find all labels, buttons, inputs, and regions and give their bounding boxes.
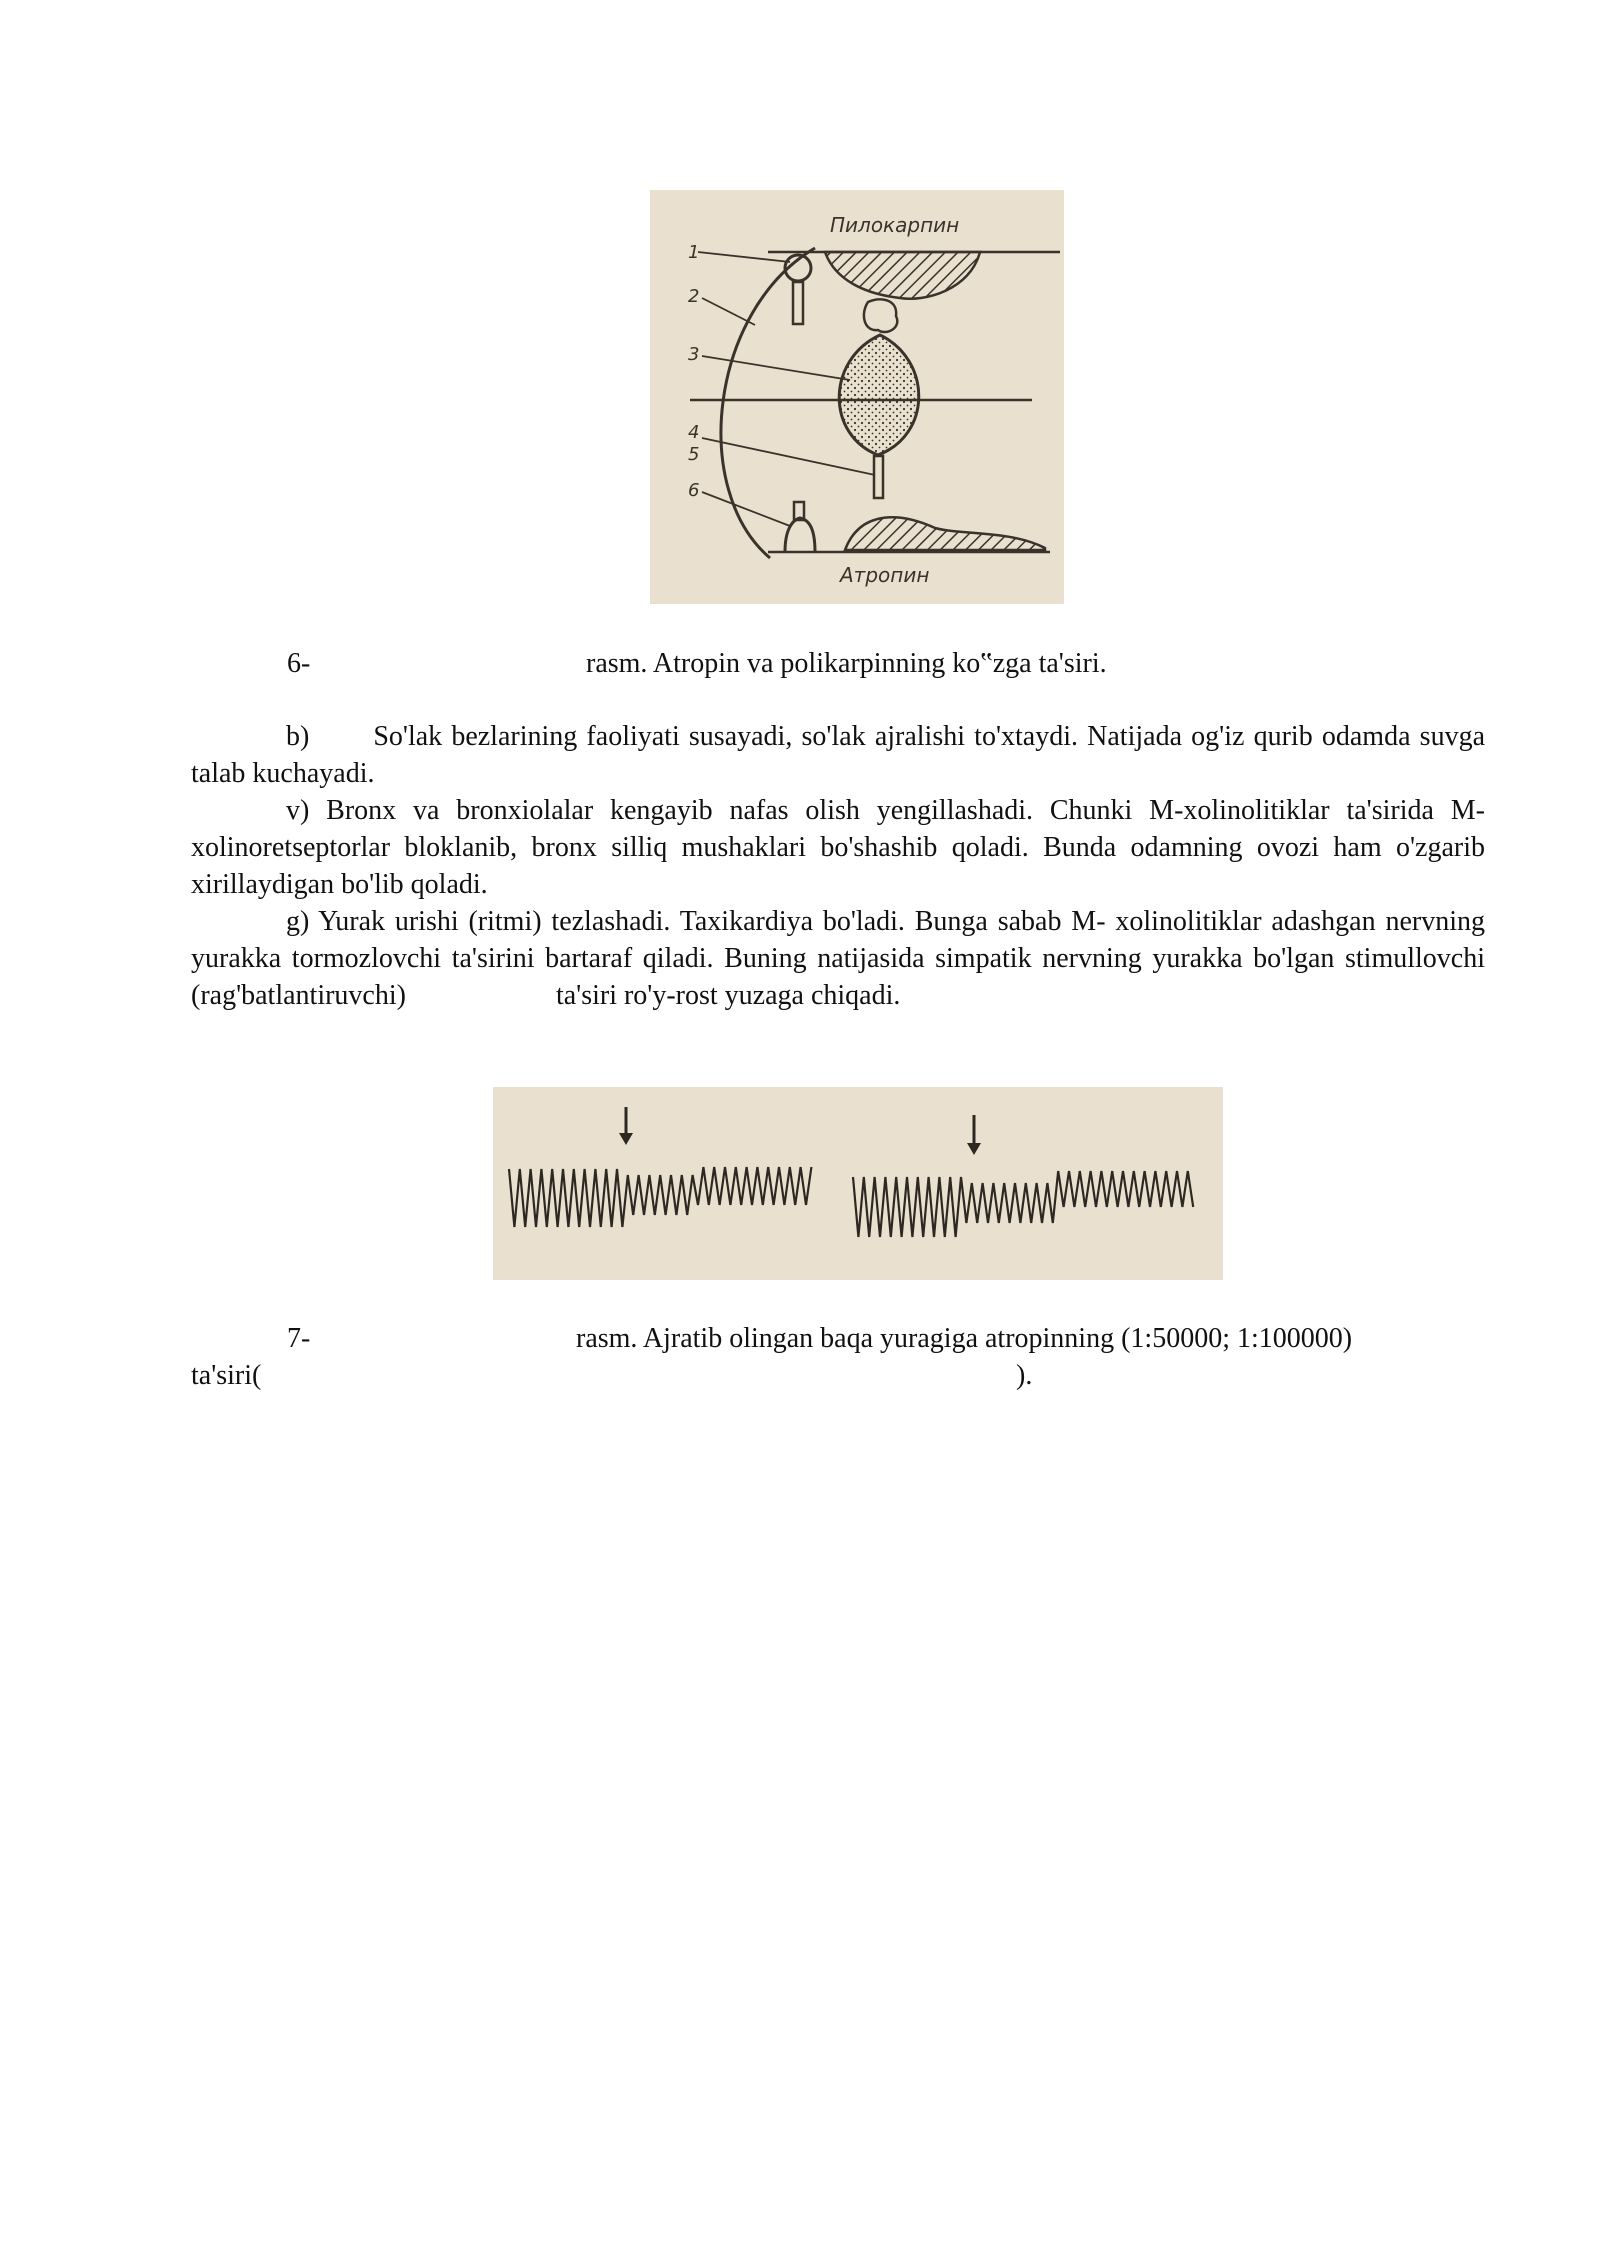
number-6: 6 xyxy=(688,480,700,501)
caption-6-text: rasm. Atropin va polikarpinning ko‟zga ta'siri. xyxy=(586,648,1107,679)
trace-right xyxy=(853,1171,1193,1237)
zonule-top xyxy=(864,299,897,332)
caption-6-number: 6- xyxy=(287,648,311,679)
leader-2 xyxy=(702,298,755,325)
label-atropine: Атропин xyxy=(840,563,930,587)
number-4: 4 xyxy=(688,422,700,443)
leader-1 xyxy=(698,252,790,262)
leader-6 xyxy=(702,492,790,526)
paragraph-v xyxy=(191,792,1485,903)
paragraph-b xyxy=(191,718,1485,792)
caption-7-line2-start: ta'siri( xyxy=(191,1360,262,1391)
top-stem xyxy=(793,282,803,324)
bottom-knob xyxy=(785,518,815,552)
paragraph-g-tail: ta'siri ro'y-rost yuzaga chiqadi. xyxy=(555,980,901,1011)
label-pilocarpine: Пилокарпин xyxy=(830,213,960,237)
caption-7-line2-end: ). xyxy=(1016,1360,1033,1391)
ciliary-muscle-relaxed xyxy=(845,517,1045,550)
trace-left xyxy=(509,1167,811,1227)
heart-recording-svg xyxy=(493,1087,1223,1280)
leader-3 xyxy=(702,356,850,380)
number-1: 1 xyxy=(688,242,700,263)
figure-eye-diagram xyxy=(650,190,1064,604)
eye-wall xyxy=(721,248,815,558)
paragraph-b-text: So'lak bezlarining faoliyati susayadi, so'lak ajralishi to'xtaydi. Natijada og'iz qurib odamda suvga talab kuchayadi. xyxy=(191,721,1485,789)
leader-4 xyxy=(702,438,875,475)
caption-7-number: 7- xyxy=(287,1323,311,1354)
number-2: 2 xyxy=(688,286,700,307)
paragraph-g-text: g) Yurak urishi (ritmi) tezlashadi. Taxikardiya bo'ladi. Bunga sabab M- xolinolitiklar adashgan nervning yurakka tormozlovchi ta'sirini bartaraf qiladi. Buning natijasida simpatik nervning yurakka bo'lgan stimullovchi (rag'batlantiruvchi) xyxy=(191,906,1485,1011)
figure-heart-recording xyxy=(493,1087,1223,1280)
number-3: 3 xyxy=(688,344,700,365)
lens xyxy=(839,335,919,455)
ciliary-muscle-contracted xyxy=(825,252,980,299)
arrow-left xyxy=(619,1107,633,1145)
lower-stem xyxy=(874,456,883,498)
eye-diagram-svg xyxy=(650,190,1064,604)
number-5: 5 xyxy=(688,444,700,465)
paragraph-g xyxy=(191,903,1485,1014)
paragraph-v-text: v) Bronx va bronxiolalar kengayib nafas olish yengillashadi. Chunki M-xolinolitiklar ta'sirida M-xolinoretseptorlar bloklanib, bronx silliq mushaklari bo'shashib qoladi. Bunda odamning ovozi ham o'zgarib xirillaydigan bo'lib qoladi. xyxy=(191,795,1485,900)
caption-7-text: rasm. Ajratib olingan baqa yuragiga atropinning (1:50000; 1:100000) xyxy=(576,1323,1353,1354)
arrow-right xyxy=(967,1115,981,1155)
paragraph-b-marker: b) xyxy=(286,721,310,752)
